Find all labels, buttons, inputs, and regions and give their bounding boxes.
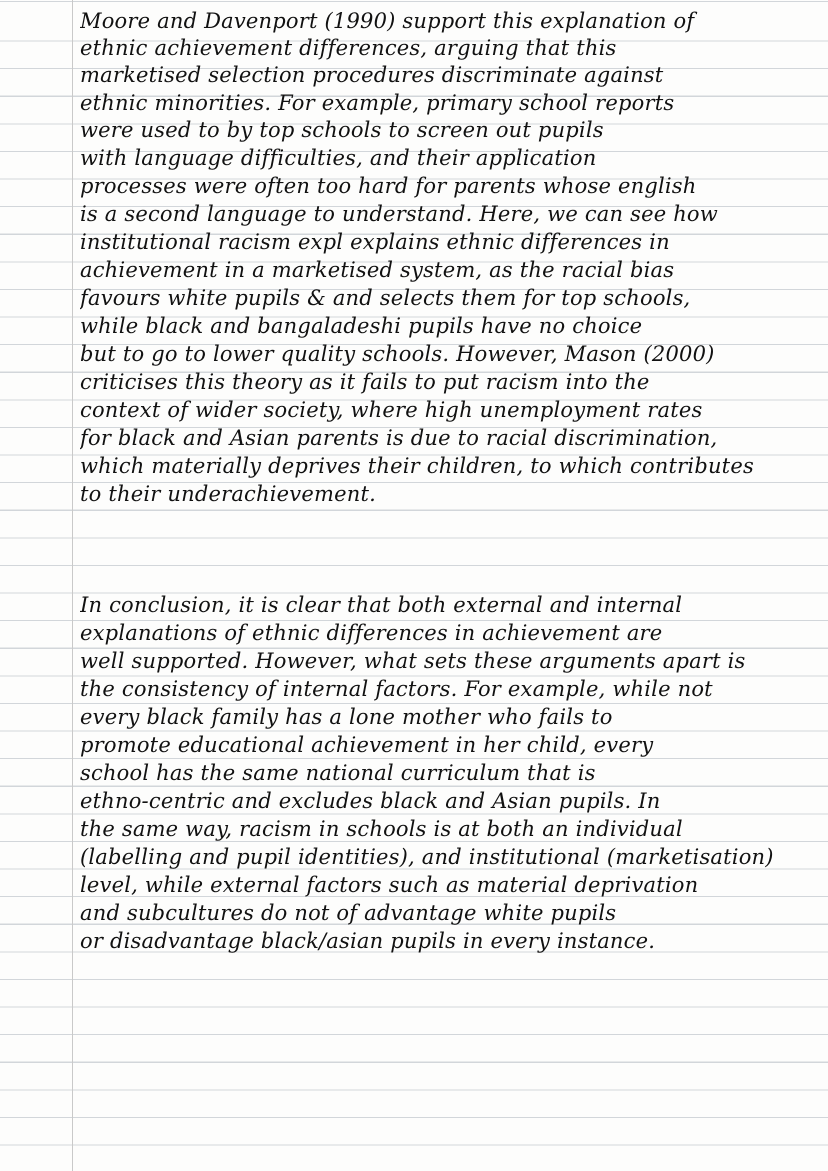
text-line: while black and bangaladeshi pupils have no choice xyxy=(80,314,643,338)
text-line: to their underachievement. xyxy=(80,482,376,506)
show-through-margin xyxy=(0,0,72,1171)
text-line: well supported. However, what sets these arguments apart is xyxy=(80,649,746,673)
text-line: explanations of ethnic differences in achievement are xyxy=(80,621,663,645)
text-line: processes were often too hard for parents whose english xyxy=(80,174,697,198)
text-line: institutional racism expl explains ethnic differences in xyxy=(80,230,670,254)
text-line: the consistency of internal factors. For example, while not xyxy=(80,677,713,701)
text-line: for black and Asian parents is due to racial discrimination, xyxy=(80,426,718,450)
text-line: Moore and Davenport (1990) support this explanation of xyxy=(80,9,695,33)
text-line: level, while external factors such as material deprivation xyxy=(80,873,699,897)
text-line: promote educational achievement in her child, every xyxy=(80,733,654,757)
text-line: were used to by top schools to screen out pupils xyxy=(80,118,604,142)
text-line: but to go to lower quality schools. However, Mason (2000) xyxy=(80,342,715,366)
text-line: with language difficulties, and their application xyxy=(80,146,597,170)
text-line: ethnic achievement differences, arguing that this xyxy=(80,36,617,60)
text-line: achievement in a marketised system, as the racial bias xyxy=(80,258,675,282)
margin-line xyxy=(72,0,73,1171)
text-line: (labelling and pupil identities), and institutional (marketisation) xyxy=(80,845,774,869)
text-line: criticises this theory as it fails to put racism into the xyxy=(80,370,650,394)
text-line: or disadvantage black/asian pupils in every instance. xyxy=(80,929,656,953)
text-line: every black family has a lone mother who fails to xyxy=(80,705,613,729)
text-line: context of wider society, where high unemployment rates xyxy=(80,398,703,422)
text-line: and subcultures do not of advantage white pupils xyxy=(80,901,617,925)
text-line: ethnic minorities. For example, primary school reports xyxy=(80,91,675,115)
text-line: marketised selection procedures discriminate against xyxy=(80,63,664,87)
text-line: In conclusion, it is clear that both external and internal xyxy=(80,593,683,617)
text-line: favours white pupils & and selects them for top schools, xyxy=(80,286,691,310)
text-line: which materially deprives their children, to which contributes xyxy=(80,454,754,478)
text-line: the same way, racism in schools is at both an individual xyxy=(80,817,683,841)
text-line: is a second language to understand. Here, we can see how xyxy=(80,202,718,226)
text-line: school has the same national curriculum that is xyxy=(80,761,596,785)
text-line: ethno-centric and excludes black and Asian pupils. In xyxy=(80,789,661,813)
